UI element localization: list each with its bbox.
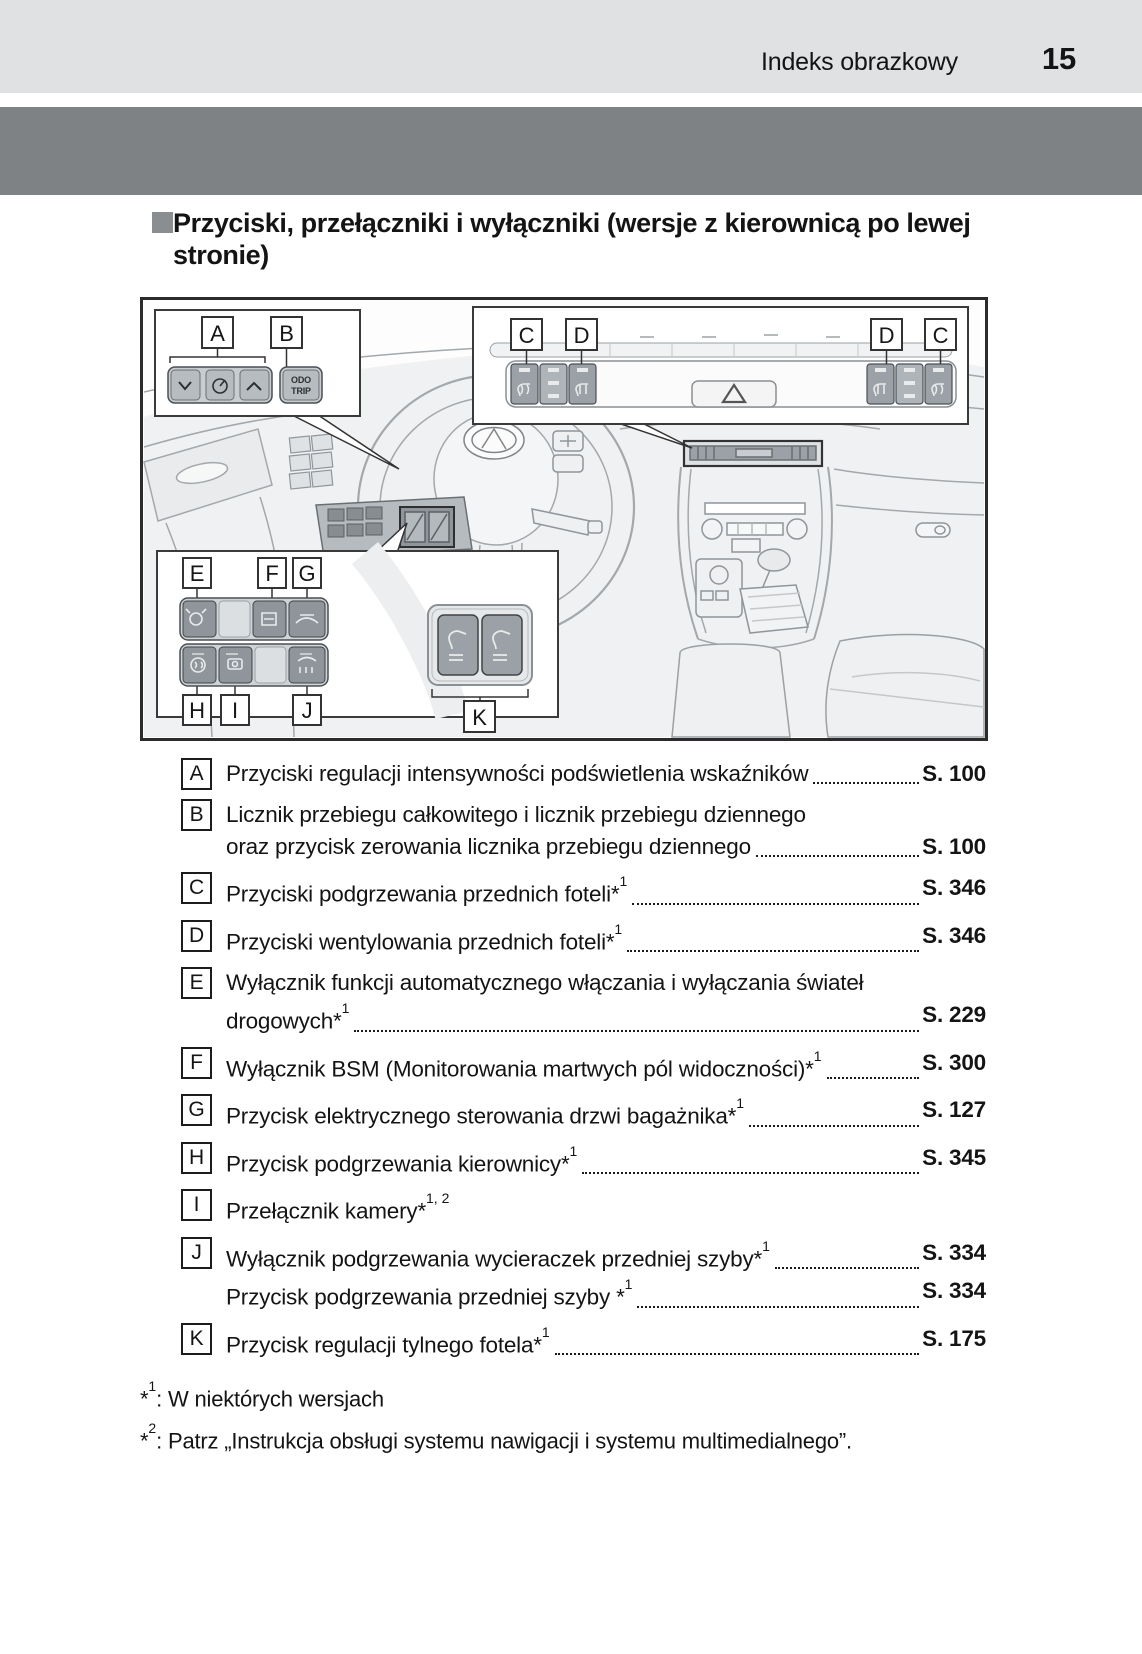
dot-leader — [555, 1353, 919, 1355]
item-description: Wyłącznik BSM (Monitorowania martwych pól widoczności)*$^1$ — [226, 1047, 822, 1081]
dot-leader — [827, 1077, 920, 1079]
dot-leader — [775, 1267, 919, 1269]
item-letter-box: G — [181, 1094, 212, 1126]
dot-leader — [813, 782, 919, 784]
header-page-number: 15 — [1041, 41, 1076, 76]
item-description: oraz przycisk zerowania licznika przebiegu dziennego — [226, 834, 751, 859]
dot-leader — [632, 903, 919, 905]
section-title — [152, 207, 1002, 271]
item-letter-box: J — [181, 1237, 212, 1269]
index-item-D — [181, 920, 986, 959]
dot-leader — [756, 855, 919, 857]
callout-label-a: A — [210, 321, 225, 346]
item-description: Przyciski wentylowania przednich foteli*$^1$ — [226, 920, 623, 954]
index-item-F — [181, 1047, 986, 1086]
dot-leader — [582, 1172, 919, 1174]
index-item-B — [181, 799, 986, 863]
index-item-C — [181, 872, 986, 911]
dashboard-illustration — [140, 297, 988, 741]
item-letter-box: E — [181, 967, 212, 999]
dot-leader — [637, 1306, 919, 1308]
callout-label-k: K — [472, 705, 487, 730]
dashboard-figure — [140, 297, 988, 741]
header-gap — [0, 93, 1142, 107]
item-letter-box: I — [181, 1189, 212, 1221]
chapter-divider-band — [0, 107, 1142, 195]
item-description: Przycisk elektrycznego sterowania drzwi bagażnika*$^1$ — [226, 1095, 745, 1129]
page-reference: S. 300 — [922, 1049, 986, 1075]
callout-label-c-right: C — [932, 323, 949, 348]
index-item-E — [181, 967, 986, 1038]
callout-label-f: F — [265, 561, 279, 586]
index-item-H — [181, 1142, 986, 1181]
section-bullet-icon — [152, 212, 173, 233]
item-description: Wyłącznik podgrzewania wycieraczek przedniej szyby*$^1$ — [226, 1237, 770, 1271]
callout-label-b: B — [279, 321, 294, 346]
callout-label-i: I — [232, 698, 238, 723]
page-reference: S. 346 — [922, 922, 986, 948]
page-content — [140, 207, 1002, 1460]
index-item-J — [181, 1237, 986, 1314]
item-description: Przycisk podgrzewania przedniej szyby *$^1$ — [226, 1276, 633, 1310]
page-reference: S. 175 — [922, 1325, 986, 1351]
item-description: drogowych*$^1$ — [226, 1000, 350, 1034]
callout-label-d-left: D — [573, 323, 590, 348]
dot-leader — [354, 1030, 919, 1032]
item-description: Przyciski regulacji intensywności podświetlenia wskaźników — [226, 761, 809, 786]
header-section-title: Indeks obrazkowy — [761, 48, 958, 76]
callout-label-g: G — [298, 561, 316, 586]
item-description: Przycisk regulacji tylnego fotela*$^1$ — [226, 1323, 550, 1357]
dot-leader — [627, 950, 919, 952]
item-letter-box: H — [181, 1142, 212, 1174]
page-reference: S. 346 — [922, 875, 986, 900]
page-reference: S. 334 — [922, 1278, 986, 1303]
item-letter-box: D — [181, 920, 212, 952]
page-reference: S. 100 — [922, 761, 986, 786]
callout-label-d-right: D — [878, 323, 895, 348]
callout-label-j: J — [301, 698, 313, 723]
page-reference: S. 127 — [922, 1097, 986, 1122]
item-description: Przyciski podgrzewania przednich foteli*$^1$ — [226, 873, 628, 907]
callout-box-cd — [473, 307, 968, 424]
item-description: Wyłącznik funkcji automatycznego włączania i wyłączania świateł — [226, 970, 864, 995]
section-title-text: Przyciski, przełączniki i wyłączniki (wersje z kierownicą po lewej stronie) — [173, 208, 971, 270]
footnote-2: *$^2$: Patrz „Instrukcja obsługi systemu nawigacji i systemu multimedialnego”. — [140, 1420, 852, 1454]
odo-button-text-line2: TRIP — [291, 386, 311, 396]
item-description: Przełącznik kamery*$^{1, 2}$ — [226, 1190, 450, 1224]
callout-label-e: E — [189, 561, 205, 586]
page-reference: S. 345 — [922, 1144, 986, 1170]
footnotes — [140, 1375, 990, 1460]
index-item-K — [181, 1323, 986, 1362]
page-reference: S. 229 — [922, 1002, 986, 1027]
page-header — [0, 0, 1142, 93]
pictorial-index-list — [181, 758, 986, 1361]
odo-button-text-line1: ODO — [291, 375, 311, 385]
item-letter-box: F — [181, 1047, 212, 1079]
page-reference: S. 334 — [922, 1239, 986, 1265]
item-letter-box: C — [181, 872, 212, 904]
index-item-I — [181, 1189, 986, 1228]
item-letter-box: B — [181, 799, 212, 831]
index-item-G — [181, 1094, 986, 1133]
dot-leader — [749, 1125, 919, 1127]
item-letter-box: A — [181, 758, 212, 790]
item-description: Przycisk podgrzewania kierownicy*$^1$ — [226, 1142, 578, 1176]
callout-box-ab — [155, 310, 360, 416]
callout-box-efghijk — [157, 551, 558, 732]
index-item-A — [181, 758, 986, 790]
page-reference: S. 100 — [922, 834, 986, 859]
callout-label-c-left: C — [518, 323, 535, 348]
item-description: Licznik przebiegu całkowitego i licznik przebiegu dziennego — [226, 802, 806, 827]
item-letter-box: K — [181, 1323, 212, 1355]
footnote-1: *$^1$: W niektórych wersjach — [140, 1378, 384, 1412]
callout-label-h: H — [189, 698, 205, 723]
